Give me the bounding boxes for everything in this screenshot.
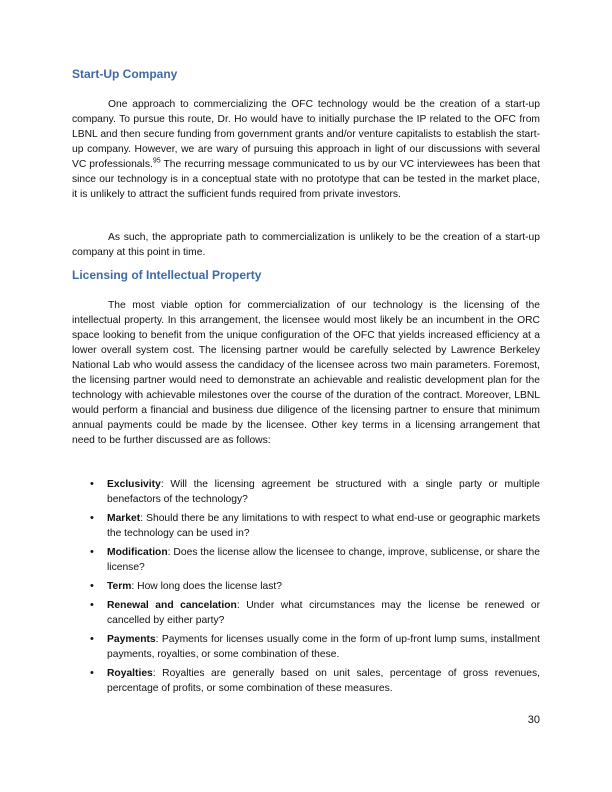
bullet-icon: • xyxy=(90,633,94,645)
bullet-icon: • xyxy=(90,512,94,524)
term-label: Term xyxy=(107,581,132,592)
licensing-paragraph-1: The most viable option for commercialization of our technology is the licensing of the intellectual property. In this arrangement, the licensee would most likely be an incumbent in the ORC space looking to benefit from the unique configuration of the OFC that yields increased efficiency at a lower overall system cost. The licensing partner would be carefully selected by Lawrence Berkeley National Lab who would assess the candidacy of the licensee across two main parameters. Foremost, the licensing partner would need to demonstrate an achievable and realistic development plan for the technology with achievable milestones over the course of the duration of the contract. Moreover, LBNL would perform a financial and business due diligence of the licensing partner to ensure that minimum annual payments could be made by the licensee. Other key terms in a licensing arrangement that need to be further discussed are as follows: xyxy=(72,300,540,446)
bullet-icon: • xyxy=(90,478,94,490)
section-heading-startup: Start-Up Company xyxy=(72,67,178,81)
page-number: 30 xyxy=(527,714,540,726)
licensing-terms-list xyxy=(72,477,540,700)
startup-paragraph-1 xyxy=(72,97,540,202)
list-item xyxy=(72,666,540,696)
term-description: : Payments for licenses usually come in the form of up-front lump sums, installment payments, royalties, or some combination of these. xyxy=(107,634,540,660)
term-description: : Royalties are generally based on unit sales, percentage of gross revenues, percentage of profits, or some combination of these measures. xyxy=(107,668,540,694)
list-item xyxy=(72,598,540,628)
startup-paragraph-2: As such, the appropriate path to commercialization is unlikely to be the creation of a start-up company at this point in time. xyxy=(72,232,540,258)
bullet-icon: • xyxy=(90,580,94,592)
term-description: : Does the license allow the licensee to change, improve, sublicense, or share the license? xyxy=(107,547,540,573)
startup-paragraph-1-continued: The recurring message communicated to us by our VC interviewees has been that since our technology is in a conceptual state with no prototype that can be tested in the market place, it is unlikely to attract the sufficient funds required from private investors. xyxy=(72,159,540,200)
footnote-marker: 95 xyxy=(152,157,161,165)
term-label: Modification xyxy=(107,547,168,558)
term-description: : Will the licensing agreement be structured with a single party or multiple benefactors of the technology? xyxy=(107,479,540,505)
list-item xyxy=(72,579,540,594)
section-heading-licensing: Licensing of Intellectual Property xyxy=(72,268,262,282)
term-label: Market xyxy=(107,513,141,524)
bullet-icon: • xyxy=(90,667,94,679)
list-item xyxy=(72,477,540,507)
term-label: Royalties xyxy=(107,668,153,679)
startup-paragraph-1-text: One approach to commercializing the OFC technology would be the creation of a start-up company. To pursue this route, Dr. Ho would have to initially purchase the IP related to the OFC from LBNL and then secure funding from government grants and/or venture capitalists to establish the start-up company. However, we are wary of pursuing this approach in light of our discussions with several VC professionals. xyxy=(72,99,540,170)
bullet-icon: • xyxy=(90,599,94,611)
term-description: : Should there be any limitations to with respect to what end-use or geographic markets the technology can be used in? xyxy=(107,513,540,539)
bullet-icon: • xyxy=(90,546,94,558)
term-description: : How long does the license last? xyxy=(131,581,282,592)
list-item xyxy=(72,545,540,575)
list-item xyxy=(72,511,540,541)
term-label: Payments xyxy=(107,634,156,645)
list-item xyxy=(72,632,540,662)
term-label: Exclusivity xyxy=(107,479,161,490)
term-description: : Under what circumstances may the license be renewed or cancelled by either party? xyxy=(107,600,540,626)
term-label: Renewal and cancelation xyxy=(107,600,237,611)
